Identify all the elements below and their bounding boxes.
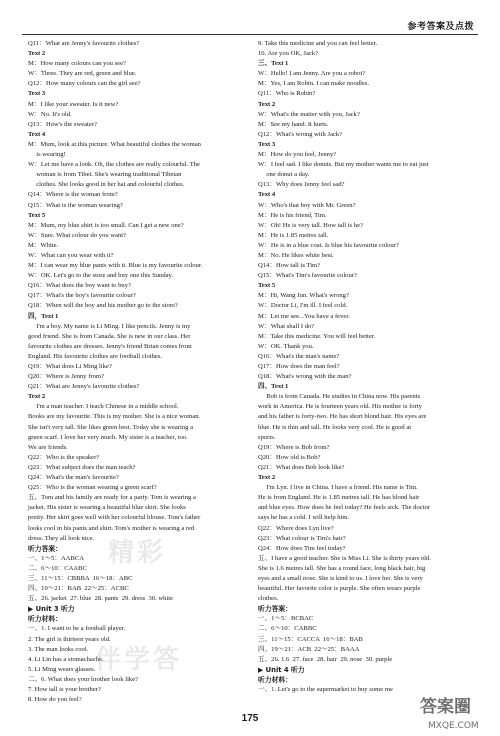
text-line: M：I like your sweater. Is it new? xyxy=(28,100,119,108)
text-line: Q15：What's Tim's favourite colour? xyxy=(258,272,357,280)
text-line: Q20：How old is Bob? xyxy=(258,453,321,461)
right-column xyxy=(258,39,476,695)
text-line: Text 2 xyxy=(28,50,46,58)
text-line: 一、1. I want to be a football player. xyxy=(28,625,126,633)
text-line: M：He is his friend, Tim. xyxy=(258,211,327,219)
text-line: Q13：Why does Jenny feel sad? xyxy=(258,181,345,189)
text-line: W：What shall I do? xyxy=(258,322,315,330)
text-line: M：Mum, look at this picture. What beautiful clothes the woman xyxy=(28,140,201,148)
text-line: Q23：What colour is Tim's hair? xyxy=(258,534,346,542)
text-line: M：How many colours can you see? xyxy=(28,60,126,68)
text-line: Q16：What's the man's name? xyxy=(258,352,340,360)
text-line: work in America. He is fourteen years old. His mother is forty xyxy=(258,403,422,411)
text-line: M：How do you feel, Jenny? xyxy=(258,151,337,159)
text-line: looks cool in his pants and shirt. Tom's mother is wearing a red xyxy=(28,524,195,532)
text-line: 听力答案： xyxy=(258,605,292,614)
text-line: Text 4 xyxy=(28,130,46,138)
text-line: M：Mum, my blue shirt is too small. Can I get a new one? xyxy=(28,221,184,229)
text-line: Q19：Where is Bob from? xyxy=(258,443,330,451)
text-line: 听力材料： xyxy=(28,615,62,624)
text-line: says he has a cold. I will help him. xyxy=(258,514,350,522)
text-line: W：Oh! He is very tall. How tall is he? xyxy=(258,221,363,229)
text-line: Books are my favourite. This is my mother. She is a nice woman. xyxy=(28,413,201,421)
text-line: Q14：How tall is Tim? xyxy=(258,262,321,270)
text-line: clothes. She looks good in her hat and colourful clothes. xyxy=(28,181,185,189)
text-line: Q22：Where does Lyn live? xyxy=(258,524,334,532)
text-line: Q23：What subject does the man teach? xyxy=(28,463,136,471)
text-line: Text 5 xyxy=(258,282,276,290)
text-line: W：Doctor Li, I'm ill. I feel cold. xyxy=(258,302,348,310)
logo-subtext: MXQE.COM xyxy=(428,721,479,731)
text-line: M：Hi, Wang Jun. What's wrong? xyxy=(258,292,349,300)
text-line: clothes. xyxy=(258,595,279,603)
text-line: She isn't very tall. She likes green best. Today she is wearing a xyxy=(28,423,194,431)
text-line: Q16：What does the boy want to buy? xyxy=(28,282,131,290)
text-line: England. His favourite clothes are football clothes. xyxy=(28,352,163,360)
text-line: one donut a day. xyxy=(258,171,310,179)
text-line: Text 2 xyxy=(28,393,46,401)
text-line: 8. How do you feel? xyxy=(28,696,82,704)
text-line: Q17：How does the man feel? xyxy=(258,363,340,370)
text-line: ▶ Unit 4 听力 xyxy=(258,665,305,674)
text-line: Q20：Where is Jenny from? xyxy=(28,373,104,381)
text-line: 3. The man looks cool. xyxy=(28,645,89,653)
text-line: 五、Tom and his family are ready for a party. Tom is wearing a xyxy=(28,494,196,502)
text-line: 9. Take this medicine and you can feel better. xyxy=(258,40,378,47)
text-line: Q17：What's the boy's favourite colour? xyxy=(28,292,136,300)
text-line: M：I can wear my blue pants with it. Blue is my favourite colour. xyxy=(28,262,203,270)
text-line: Q18：What's wrong with the man? xyxy=(258,373,352,381)
text-line: 听力材料： xyxy=(258,675,292,684)
text-line: 一、1. Let's go to the supermarket to buy some me xyxy=(258,686,393,693)
text-line: W：What can you wear with it? xyxy=(28,251,114,259)
text-line: M：Yes, I am Robin. I can make noodles. xyxy=(258,80,370,88)
text-line: blue. He is thin and tall. He looks very cool. He is good at xyxy=(258,423,412,431)
text-line: We are friends. xyxy=(28,443,68,451)
text-line: W：No. It's old. xyxy=(28,110,72,118)
text-line: M：No. He likes white best. xyxy=(258,251,334,259)
text-line: Text 5 xyxy=(28,211,46,219)
logo-text: 答案圈 xyxy=(420,697,471,717)
site-logo xyxy=(414,697,492,732)
text-line: Q18：When will the boy and his mother go to the store? xyxy=(28,302,178,310)
text-line: Q19：What does Li Ming like? xyxy=(28,363,112,370)
text-line: Text 4 xyxy=(258,191,276,199)
text-line: Q24：How does Tim feel today? xyxy=(258,544,346,552)
text-line: Q21：What are Jenny's favourite clothes? xyxy=(28,383,140,391)
text-line: W：I feel sad. I like donuts. But my mother wants me to eat just xyxy=(258,161,429,169)
text-line: 2. The girl is thirteen years old. xyxy=(28,635,111,643)
text-line: 7. How tall is your brother? xyxy=(28,686,101,693)
text-line: W：Who's that boy with Mr. Green? xyxy=(258,201,356,209)
text-line: I'm Lyn. I live in China. I have a friend. His name is Tim. xyxy=(258,484,418,492)
text-line: 二、6～10：CABBC xyxy=(258,625,317,633)
text-line: 三、Text 1 xyxy=(258,60,289,68)
text-line: dress. They all look nice. xyxy=(28,534,95,542)
text-line: Q25：Who is the woman wearing a green scarf? xyxy=(28,484,157,492)
text-line: 10. Are you OK, Jack? xyxy=(258,50,319,58)
text-line: 五、26. 1.6 27. face 28. hair 29. nose 30. purple xyxy=(258,655,393,663)
text-line: M：Take this medicine. You will feel better. xyxy=(258,332,376,340)
text-line: sports. xyxy=(258,433,276,441)
text-line: good friend. She is from Canada. She is new in our class. Her xyxy=(28,332,191,340)
text-line: W：Hello! I am Jenny. Are you a robot? xyxy=(258,70,366,78)
page-header-title: 参考答案及点拨 xyxy=(407,22,474,32)
text-line: Text 2 xyxy=(258,100,276,108)
text-line: W：OK. Let's go to the store and buy one this Sunday. xyxy=(28,272,174,280)
left-column xyxy=(28,39,240,705)
text-line: W：Sure. What colour do you want? xyxy=(28,231,127,239)
text-line: W：OK. Thank you. xyxy=(258,342,314,350)
text-line: Text 3 xyxy=(28,90,46,98)
text-line: W：What's the matter with you, Jack? xyxy=(258,110,360,118)
text-line: ▶ Unit 3 听力 xyxy=(28,605,75,614)
text-line: and blue eyes. How does he feel today? He feels sick. The doctor xyxy=(258,504,430,512)
text-line: 听力答案： xyxy=(28,544,62,553)
text-line: 5. Li Ming wears glasses. xyxy=(28,665,96,673)
text-line: Q24：What's the man's favourite? xyxy=(28,474,119,482)
text-line: I'm a man teacher. I teach Chinese in a middle school. xyxy=(28,403,179,411)
text-line: is wearing! xyxy=(28,151,66,159)
text-line: 三、11～15：CBBBA 16～18：ABC xyxy=(28,574,133,582)
text-line: M：See my hand. It hurts. xyxy=(258,120,329,128)
text-line: favourite clothes are dresses. Jenny's friend Brian comes from xyxy=(28,342,192,350)
text-line: Q12：What's wrong with Jack? xyxy=(258,130,343,138)
text-line: green scarf. I love her very much. My sister is a teacher, too. xyxy=(28,433,188,441)
text-line: 四、19～21：ACB 22～25：BAAA xyxy=(258,645,360,653)
text-line: Bob is from Canada. He studies in China now. His parents xyxy=(258,393,421,401)
text-line: She is 1.6 metres tall. She has a round face, long black hair, big xyxy=(258,564,426,572)
text-line: Q22：Who is the speaker? xyxy=(28,453,100,461)
text-line: W：Let me have a look. Oh, the clothes are really colourful. The xyxy=(28,161,200,169)
text-line: eyes and a small nose. She is kind to us. I love her. She is very xyxy=(258,574,423,582)
text-line: Q11：Who is Robin? xyxy=(258,90,316,98)
header-divider xyxy=(22,34,478,35)
text-line: M：He is 1.85 metres tall. xyxy=(258,231,329,239)
text-line: M：White. xyxy=(28,241,59,249)
text-line: Q13：How's the sweater? xyxy=(28,120,97,128)
text-line: and his father is forty-two. He has short blond hair. His eyes are xyxy=(258,413,427,421)
text-line: Q11：What are Jenny's favourite clothes? xyxy=(28,40,140,47)
text-line: M：Let me see...You have a fever. xyxy=(258,312,350,320)
text-line: 一、1～5：BCBAC xyxy=(258,615,314,623)
text-line: Text 3 xyxy=(258,140,276,148)
text-line: 一、1～5：AABCA xyxy=(28,554,85,562)
text-line: beautiful. Her favorite color is purple. She often wears purple xyxy=(258,585,421,593)
text-line: jacket. His sister is wearing a beautiful blue skirt. She looks xyxy=(28,504,186,512)
text-line: woman is from Tibet. She's wearing traditional Tibetan xyxy=(28,171,182,179)
watermark-text: 精彩 xyxy=(108,538,167,568)
text-line: I'm a boy. My name is Li Ming. I like pencils. Jenny is my xyxy=(28,322,191,330)
text-line: 五、26. jacket 27. blue 28. pants 29. dress 30. white xyxy=(28,595,174,603)
text-line: 二、6～10：CAABC xyxy=(28,564,87,572)
text-line: Q15：What is the woman wearing? xyxy=(28,201,123,209)
text-line: Text 2 xyxy=(258,474,276,482)
watermark-text: 伴学答 xyxy=(95,645,183,675)
text-line: 4. Li Lin has a stomachache. xyxy=(28,655,104,663)
text-line: Q21：What does Bob look like? xyxy=(258,463,345,471)
text-line: pretty. Her skirt goes well with her colourful blouse. Tom's father xyxy=(28,514,201,522)
text-line: 四，Text 1 xyxy=(28,312,59,320)
text-line: 三、11～15：CACCA 16～18：BAB xyxy=(258,635,363,643)
page-number: 175 xyxy=(241,713,259,724)
text-line: 五、I have a good teacher. She is Miss Li. She is thirty years old. xyxy=(258,554,431,562)
text-line: 四、Text 1 xyxy=(258,383,289,391)
text-line: W：Three. They are red, green and blue. xyxy=(28,70,137,78)
text-line: Q14：Where is the woman from? xyxy=(28,191,118,199)
text-line: He is from England. He is 1.85 metres tall. He has blond hair xyxy=(258,494,420,502)
text-line: 二、6. What does your brother look like? xyxy=(28,675,139,683)
text-line: Q12：How many colours can the girl see? xyxy=(28,80,141,88)
text-line: 四、19～21：BAB 22～25：ACBC xyxy=(28,585,129,593)
text-line: W：He is in a blue coat. Is blue his favourite colour? xyxy=(258,241,399,249)
